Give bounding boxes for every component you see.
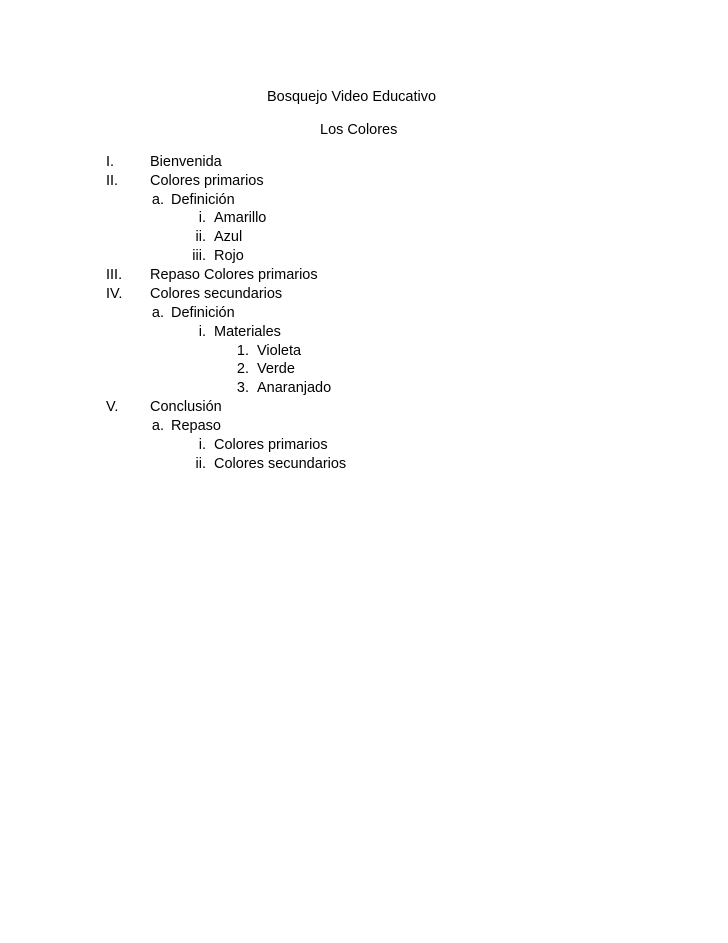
outline-text: Definición	[171, 192, 235, 208]
outline-marker: a.	[151, 305, 164, 321]
outline-item	[0, 379, 728, 397]
outline-item	[0, 209, 728, 227]
outline-item	[0, 266, 728, 284]
outline-item	[0, 228, 728, 246]
outline-marker: iii.	[192, 248, 206, 264]
outline-marker: II.	[106, 173, 119, 189]
outline-item	[0, 455, 728, 473]
outline-text: Colores secundarios	[214, 456, 347, 472]
outline-marker: 3.	[236, 380, 249, 396]
outline-item	[0, 191, 728, 209]
outline-text: Colores primarios	[150, 173, 264, 189]
outline-marker: IV.	[106, 286, 123, 302]
outline-marker: 1.	[236, 343, 249, 359]
outline-marker: i.	[198, 437, 206, 453]
outline-text: Anaranjado	[257, 380, 332, 396]
outline-item	[0, 360, 728, 378]
outline-item	[0, 436, 728, 454]
outline-marker: i.	[198, 324, 206, 340]
outline-item	[0, 285, 728, 303]
outline-text: Repaso Colores primarios	[150, 267, 318, 283]
outline-text: Colores secundarios	[150, 286, 283, 302]
outline-item	[0, 247, 728, 265]
outline-item	[0, 323, 728, 341]
outline-item	[0, 304, 728, 322]
outline-marker: i.	[198, 210, 206, 226]
outline-text: Materiales	[214, 324, 281, 340]
outline-marker: a.	[151, 192, 164, 208]
outline-text: Rojo	[214, 248, 244, 264]
outline-marker: a.	[151, 418, 164, 434]
outline-marker: III.	[106, 267, 123, 283]
outline-item	[0, 342, 728, 360]
document-subtitle: Los Colores	[320, 122, 398, 138]
outline-marker: I.	[106, 154, 115, 170]
outline-text: Verde	[257, 361, 295, 377]
outline-text: Repaso	[171, 418, 221, 434]
outline-text: Colores primarios	[214, 437, 328, 453]
outline-text: Azul	[214, 229, 243, 245]
outline-text: Bienvenida	[150, 154, 222, 170]
outline-text: Amarillo	[214, 210, 267, 226]
document-title: Bosquejo Video Educativo	[267, 89, 437, 105]
outline-marker: ii.	[195, 456, 206, 472]
outline-text: Definición	[171, 305, 235, 321]
outline-item	[0, 398, 728, 416]
outline-marker: ii.	[195, 229, 206, 245]
outline-marker: 2.	[236, 361, 249, 377]
outline-item	[0, 172, 728, 190]
outline-item	[0, 153, 728, 171]
outline-text: Violeta	[257, 343, 302, 359]
outline-marker: V.	[106, 399, 119, 415]
outline-item	[0, 417, 728, 435]
outline-text: Conclusión	[150, 399, 222, 415]
